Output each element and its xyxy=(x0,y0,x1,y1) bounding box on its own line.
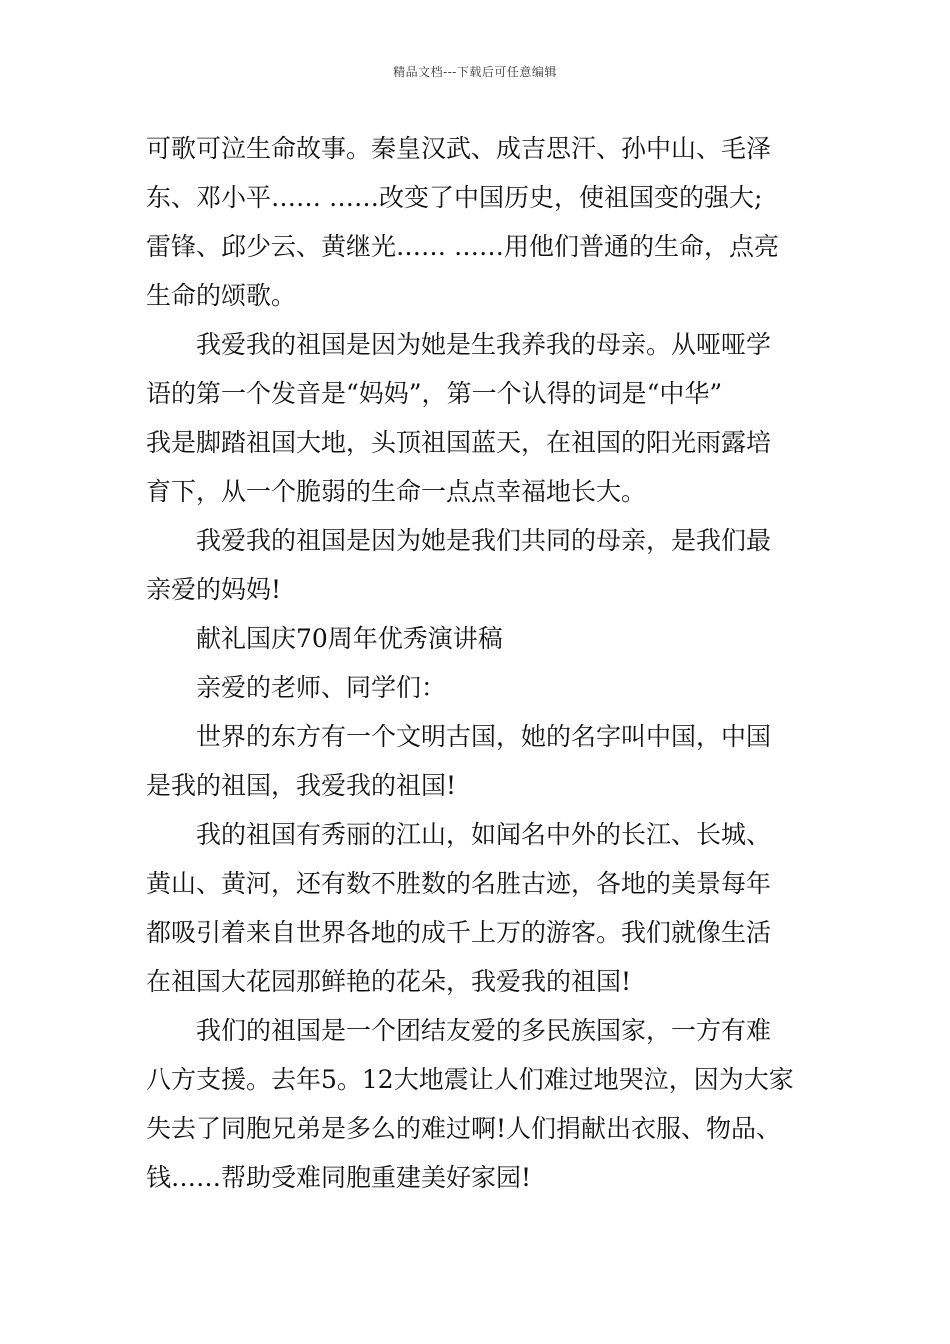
text-line: 是我的祖国，我爱我的祖国! xyxy=(146,771,457,800)
text-line: 都吸引着来自世界各地的成千上万的游客。我们就像生活 xyxy=(146,918,772,947)
text-line: 在祖国大花园那鲜艳的花朵，我爱我的祖国! xyxy=(146,967,632,996)
text-line: 语的第一个发音是“妈妈”，第一个认得的词是“中华” xyxy=(146,379,723,408)
text-line: 雷锋、邱少云、黄继光…… ……用他们普通的生命，点亮 xyxy=(146,232,779,261)
text-line: 钱……帮助受难同胞重建美好家园! xyxy=(146,1163,532,1192)
text-line: 我爱我的祖国是因为她是生我养我的母亲。从哑哑学 xyxy=(196,330,772,359)
text-line: 失去了同胞兄弟是多么的难过啊!人们捐献出衣服、物品、 xyxy=(146,1114,782,1143)
speech-title xyxy=(146,614,808,663)
text-line: 八方支援。去年5。12大地震让人们难过地哭泣，因为大家 xyxy=(146,1065,794,1094)
paragraph-2 xyxy=(146,320,808,516)
text-line: 可歌可泣生命故事。秦皇汉武、成吉思汗、孙中山、毛泽 xyxy=(146,134,772,163)
paragraph-8 xyxy=(146,1006,808,1202)
text-line: 献礼国庆70周年优秀演讲稿 xyxy=(196,624,503,653)
paragraph-3 xyxy=(146,516,808,614)
text-line: 东、邓小平…… ……改变了中国历史，使祖国变的强大; xyxy=(146,183,763,212)
text-line: 亲爱的老师、同学们： xyxy=(196,673,447,702)
paragraph-7 xyxy=(146,810,808,1006)
salutation xyxy=(146,663,808,712)
text-line: 世界的东方有一个文明古国，她的名字叫中国，中国 xyxy=(196,722,772,751)
text-line: 我是脚踏祖国大地，头顶祖国蓝天，在祖国的阳光雨露培 xyxy=(146,428,772,457)
text-line: 黄山、黄河，还有数不胜数的名胜古迹，各地的美景每年 xyxy=(146,869,772,898)
text-line: 我爱我的祖国是因为她是我们共同的母亲，是我们最 xyxy=(196,526,772,555)
document-body xyxy=(146,124,808,1202)
page-header: 精品文档---下载后可任意编辑 xyxy=(393,65,557,79)
paragraph-1 xyxy=(146,124,808,320)
text-line: 亲爱的妈妈! xyxy=(146,575,282,604)
text-line: 我的祖国有秀丽的江山，如闻名中外的长江、长城、 xyxy=(196,820,772,849)
paragraph-6 xyxy=(146,712,808,810)
text-line: 我们的祖国是一个团结友爱的多民族国家，一方有难 xyxy=(196,1016,772,1045)
text-line: 生命的颂歌。 xyxy=(146,281,297,310)
text-line: 育下，从一个脆弱的生命一点点幸福地长大。 xyxy=(146,477,647,506)
